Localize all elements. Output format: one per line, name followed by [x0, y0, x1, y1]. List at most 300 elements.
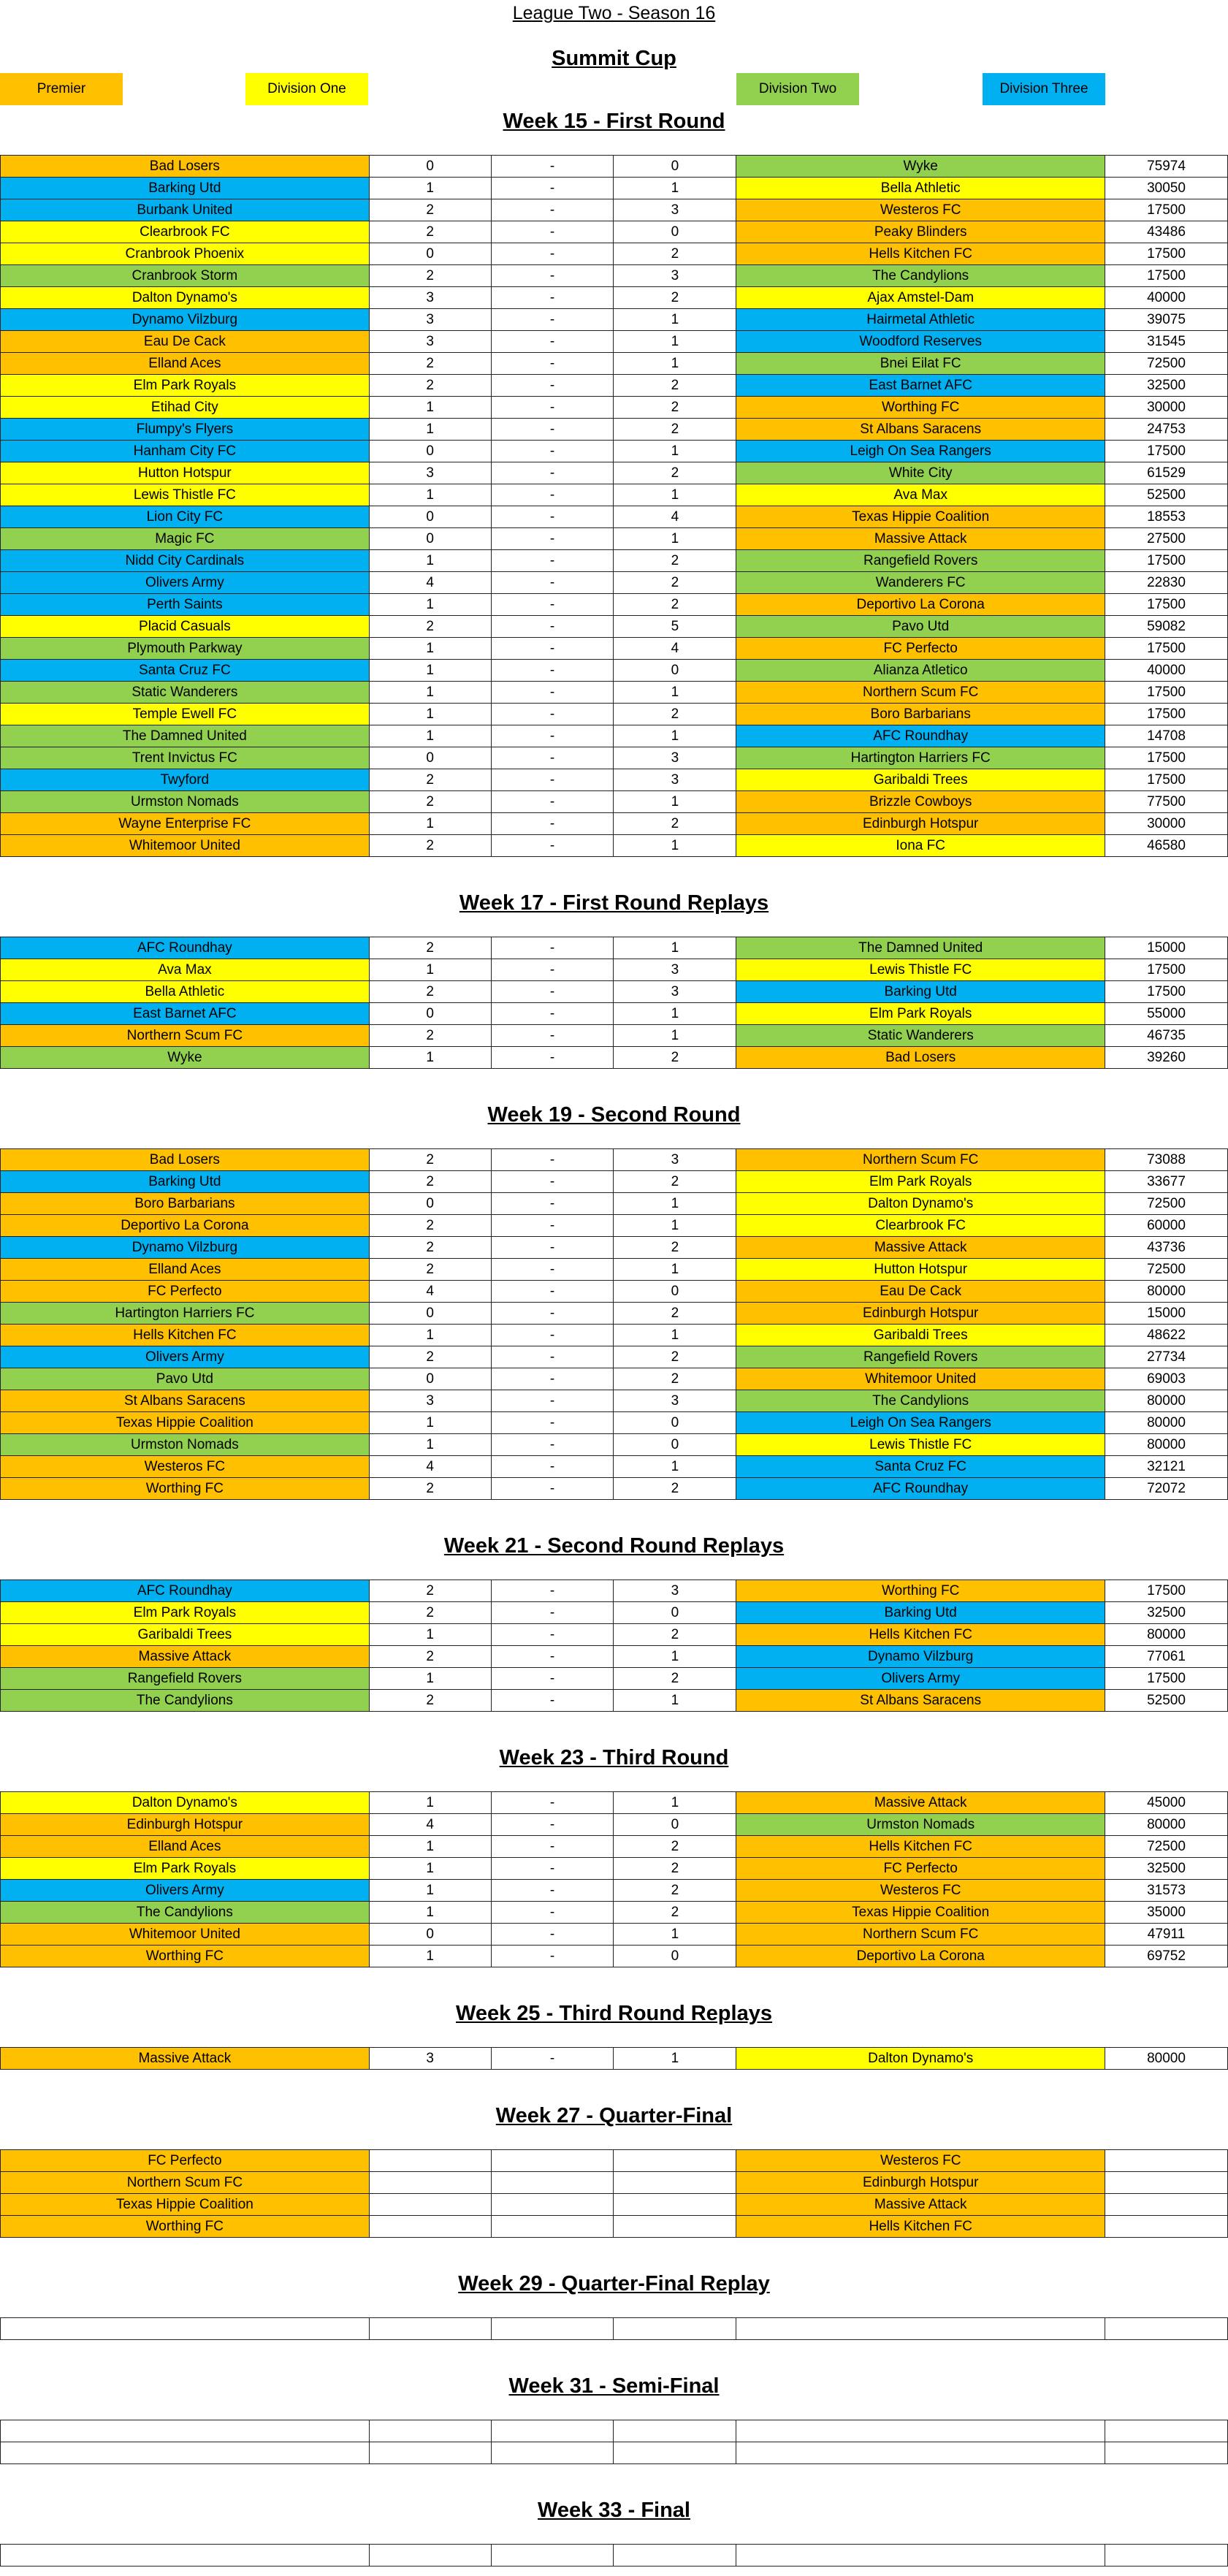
away-score-cell: 3	[614, 959, 736, 981]
home-score-cell: 2	[369, 1237, 491, 1259]
attendance-cell: 15000	[1105, 937, 1228, 959]
score-separator-cell: -	[491, 1025, 614, 1047]
away-score-cell: 1	[614, 835, 736, 857]
away-score-cell: 2	[614, 375, 736, 397]
attendance-cell: 43486	[1105, 221, 1228, 243]
fixtures-table	[0, 1791, 1228, 1967]
attendance-cell: 27734	[1105, 1346, 1228, 1368]
fixture-row	[1, 199, 1228, 221]
attendance-cell: 27500	[1105, 528, 1228, 550]
fixture-row	[1, 616, 1228, 638]
home-score-cell: 0	[369, 1003, 491, 1025]
fixtures-table	[0, 1579, 1228, 1712]
home-score-cell: 3	[369, 309, 491, 331]
home-team-cell	[1, 2442, 370, 2464]
fixture-row	[1, 1880, 1228, 1902]
home-score-cell	[369, 2172, 491, 2194]
fixture-row	[1, 1047, 1228, 1069]
away-team-cell: The Damned United	[736, 937, 1105, 959]
away-team-cell: Whitemoor United	[736, 1368, 1105, 1390]
score-separator-cell: -	[491, 1149, 614, 1171]
fixture-row	[1, 265, 1228, 287]
home-score-cell: 1	[369, 813, 491, 835]
fixture-row	[1, 747, 1228, 769]
home-team-cell: Santa Cruz FC	[1, 660, 370, 682]
away-score-cell: 1	[614, 178, 736, 199]
away-score-cell: 1	[614, 484, 736, 506]
away-team-cell: AFC Roundhay	[736, 725, 1105, 747]
home-team-cell: Flumpy's Flyers	[1, 419, 370, 441]
home-score-cell: 1	[369, 594, 491, 616]
score-separator-cell: -	[491, 638, 614, 660]
fixtures-table	[0, 2544, 1228, 2567]
attendance-cell: 17500	[1105, 265, 1228, 287]
home-team-cell: Urmston Nomads	[1, 1434, 370, 1456]
score-separator-cell: -	[491, 1434, 614, 1456]
away-team-cell: Deportivo La Corona	[736, 594, 1105, 616]
away-team-cell: St Albans Saracens	[736, 419, 1105, 441]
home-team-cell: Dalton Dynamo's	[1, 287, 370, 309]
home-score-cell: 4	[369, 1814, 491, 1836]
score-separator-cell: -	[491, 331, 614, 353]
home-score-cell: 1	[369, 484, 491, 506]
away-team-cell: Urmston Nomads	[736, 1814, 1105, 1836]
attendance-cell: 40000	[1105, 287, 1228, 309]
score-separator-cell: -	[491, 769, 614, 791]
away-score-cell: 2	[614, 572, 736, 594]
home-team-cell: Whitemoor United	[1, 835, 370, 857]
legend-division-one: Division One	[245, 73, 368, 105]
fixture-row	[1, 506, 1228, 528]
away-score-cell: 2	[614, 287, 736, 309]
fixture-row	[1, 2442, 1228, 2464]
home-score-cell: 1	[369, 1047, 491, 1069]
home-score-cell: 1	[369, 725, 491, 747]
away-score-cell: 1	[614, 725, 736, 747]
home-score-cell: 1	[369, 1858, 491, 1880]
attendance-cell	[1105, 2545, 1228, 2567]
away-score-cell: 3	[614, 769, 736, 791]
home-score-cell	[369, 2420, 491, 2442]
score-separator-cell: -	[491, 937, 614, 959]
score-separator-cell: -	[491, 156, 614, 178]
fixture-row	[1, 1025, 1228, 1047]
fixture-row	[1, 2048, 1228, 2070]
fixture-row	[1, 2172, 1228, 2194]
away-score-cell: 2	[614, 813, 736, 835]
home-team-cell: Perth Saints	[1, 594, 370, 616]
away-score-cell	[614, 2216, 736, 2238]
home-team-cell: Placid Casuals	[1, 616, 370, 638]
score-separator-cell: -	[491, 1836, 614, 1858]
away-team-cell: Westeros FC	[736, 2150, 1105, 2172]
home-team-cell	[1, 2318, 370, 2340]
home-score-cell: 1	[369, 1325, 491, 1346]
score-separator-cell: -	[491, 981, 614, 1003]
fixture-row	[1, 221, 1228, 243]
home-team-cell: Twyford	[1, 769, 370, 791]
away-team-cell: Garibaldi Trees	[736, 769, 1105, 791]
away-score-cell: 3	[614, 1580, 736, 1602]
fixture-row	[1, 1149, 1228, 1171]
attendance-cell: 46735	[1105, 1025, 1228, 1047]
fixture-row	[1, 331, 1228, 353]
away-score-cell: 5	[614, 616, 736, 638]
fixture-row	[1, 1792, 1228, 1814]
home-score-cell: 1	[369, 1434, 491, 1456]
home-score-cell: 4	[369, 572, 491, 594]
attendance-cell: 77061	[1105, 1646, 1228, 1668]
cup-title: Summit Cup	[552, 47, 676, 70]
attendance-cell: 24753	[1105, 419, 1228, 441]
attendance-cell: 17500	[1105, 769, 1228, 791]
attendance-cell: 47911	[1105, 1924, 1228, 1946]
home-team-cell: Ava Max	[1, 959, 370, 981]
home-score-cell: 3	[369, 2048, 491, 2070]
away-score-cell: 1	[614, 1456, 736, 1478]
away-team-cell: Garibaldi Trees	[736, 1325, 1105, 1346]
home-team-cell: Hartington Harriers FC	[1, 1303, 370, 1325]
away-score-cell: 0	[614, 221, 736, 243]
attendance-cell: 72500	[1105, 353, 1228, 375]
away-team-cell: Olivers Army	[736, 1668, 1105, 1690]
home-team-cell: Olivers Army	[1, 1346, 370, 1368]
home-score-cell: 2	[369, 791, 491, 813]
away-team-cell: Dynamo Vilzburg	[736, 1646, 1105, 1668]
home-score-cell: 2	[369, 1025, 491, 1047]
away-team-cell: FC Perfecto	[736, 1858, 1105, 1880]
away-score-cell: 1	[614, 331, 736, 353]
attendance-cell: 80000	[1105, 1281, 1228, 1303]
score-separator-cell: -	[491, 1646, 614, 1668]
home-team-cell: Trent Invictus FC	[1, 747, 370, 769]
score-separator-cell: -	[491, 1047, 614, 1069]
attendance-cell: 30000	[1105, 813, 1228, 835]
score-separator-cell: -	[491, 2048, 614, 2070]
score-separator-cell: -	[491, 1580, 614, 1602]
home-team-cell: Lion City FC	[1, 506, 370, 528]
fixture-row	[1, 594, 1228, 616]
attendance-cell: 69752	[1105, 1946, 1228, 1967]
attendance-cell: 40000	[1105, 660, 1228, 682]
fixture-row	[1, 682, 1228, 704]
round-title: Week 21 - Second Round Replays	[443, 1534, 785, 1558]
fixture-row	[1, 2216, 1228, 2238]
away-team-cell: Rangefield Rovers	[736, 1346, 1105, 1368]
attendance-cell: 45000	[1105, 1792, 1228, 1814]
away-team-cell: Dalton Dynamo's	[736, 1193, 1105, 1215]
home-team-cell: St Albans Saracens	[1, 1390, 370, 1412]
score-separator-cell: -	[491, 813, 614, 835]
fixture-row	[1, 287, 1228, 309]
score-separator-cell	[491, 2420, 614, 2442]
home-team-cell: Garibaldi Trees	[1, 1624, 370, 1646]
fixture-row	[1, 2318, 1228, 2340]
home-team-cell: Deportivo La Corona	[1, 1215, 370, 1237]
score-separator-cell: -	[491, 397, 614, 419]
score-separator-cell: -	[491, 594, 614, 616]
away-score-cell: 2	[614, 1858, 736, 1880]
away-team-cell: Boro Barbarians	[736, 704, 1105, 725]
attendance-cell: 17500	[1105, 1668, 1228, 1690]
attendance-cell: 17500	[1105, 594, 1228, 616]
fixture-row	[1, 156, 1228, 178]
score-separator-cell: -	[491, 243, 614, 265]
fixture-row	[1, 1368, 1228, 1390]
fixture-row	[1, 2150, 1228, 2172]
fixture-row	[1, 1390, 1228, 1412]
away-team-cell: Peaky Blinders	[736, 221, 1105, 243]
home-score-cell: 1	[369, 638, 491, 660]
score-separator-cell: -	[491, 1478, 614, 1500]
fixture-row	[1, 1814, 1228, 1836]
score-separator-cell: -	[491, 178, 614, 199]
home-team-cell: Dalton Dynamo's	[1, 1792, 370, 1814]
away-score-cell: 1	[614, 1646, 736, 1668]
fixture-row	[1, 441, 1228, 462]
home-team-cell: Massive Attack	[1, 1646, 370, 1668]
away-score-cell	[614, 2172, 736, 2194]
score-separator-cell: -	[491, 1259, 614, 1281]
score-separator-cell: -	[491, 660, 614, 682]
home-score-cell: 2	[369, 221, 491, 243]
away-team-cell: Alianza Atletico	[736, 660, 1105, 682]
away-team-cell: Edinburgh Hotspur	[736, 813, 1105, 835]
away-team-cell: Bnei Eilat FC	[736, 353, 1105, 375]
away-score-cell: 1	[614, 682, 736, 704]
attendance-cell: 17500	[1105, 747, 1228, 769]
home-team-cell: Static Wanderers	[1, 682, 370, 704]
legend-premier: Premier	[0, 73, 123, 105]
away-team-cell: Bella Athletic	[736, 178, 1105, 199]
fixture-row	[1, 309, 1228, 331]
attendance-cell	[1105, 2150, 1228, 2172]
score-separator-cell: -	[491, 1368, 614, 1390]
away-score-cell: 2	[614, 1668, 736, 1690]
away-team-cell: Wanderers FC	[736, 572, 1105, 594]
attendance-cell: 69003	[1105, 1368, 1228, 1390]
away-score-cell: 2	[614, 1478, 736, 1500]
home-score-cell: 0	[369, 747, 491, 769]
home-score-cell: 2	[369, 353, 491, 375]
home-team-cell: Magic FC	[1, 528, 370, 550]
home-score-cell	[369, 2545, 491, 2567]
away-team-cell: Leigh On Sea Rangers	[736, 441, 1105, 462]
attendance-cell: 32121	[1105, 1456, 1228, 1478]
home-score-cell: 1	[369, 397, 491, 419]
fixture-row	[1, 572, 1228, 594]
away-team-cell: Leigh On Sea Rangers	[736, 1412, 1105, 1434]
fixture-row	[1, 725, 1228, 747]
away-score-cell: 1	[614, 353, 736, 375]
round-title: Week 29 - Quarter-Final Replay	[458, 2272, 770, 2295]
attendance-cell: 17500	[1105, 638, 1228, 660]
fixture-row	[1, 1624, 1228, 1646]
away-score-cell: 1	[614, 1690, 736, 1712]
score-separator-cell: -	[491, 1858, 614, 1880]
attendance-cell: 43736	[1105, 1237, 1228, 1259]
fixtures-table	[0, 2047, 1228, 2070]
fixture-row	[1, 353, 1228, 375]
home-score-cell: 0	[369, 528, 491, 550]
home-team-cell: Texas Hippie Coalition	[1, 1412, 370, 1434]
home-team-cell: Bella Athletic	[1, 981, 370, 1003]
score-separator-cell: -	[491, 528, 614, 550]
attendance-cell: 75974	[1105, 156, 1228, 178]
home-score-cell: 2	[369, 769, 491, 791]
fixture-row	[1, 1237, 1228, 1259]
away-team-cell: Massive Attack	[736, 1237, 1105, 1259]
home-team-cell: Edinburgh Hotspur	[1, 1814, 370, 1836]
away-score-cell: 2	[614, 704, 736, 725]
home-score-cell: 2	[369, 981, 491, 1003]
home-score-cell: 1	[369, 419, 491, 441]
home-score-cell: 3	[369, 287, 491, 309]
score-separator-cell: -	[491, 353, 614, 375]
fixture-row	[1, 638, 1228, 660]
score-separator-cell: -	[491, 221, 614, 243]
home-score-cell: 1	[369, 550, 491, 572]
score-separator-cell: -	[491, 1390, 614, 1412]
home-team-cell: Rangefield Rovers	[1, 1668, 370, 1690]
score-separator-cell	[491, 2318, 614, 2340]
attendance-cell: 72500	[1105, 1193, 1228, 1215]
away-score-cell: 0	[614, 1602, 736, 1624]
fixture-row	[1, 835, 1228, 857]
score-separator-cell: -	[491, 462, 614, 484]
attendance-cell: 59082	[1105, 616, 1228, 638]
away-score-cell: 0	[614, 1814, 736, 1836]
home-score-cell: 2	[369, 199, 491, 221]
away-team-cell: Hutton Hotspur	[736, 1259, 1105, 1281]
score-separator-cell	[491, 2150, 614, 2172]
fixture-row	[1, 397, 1228, 419]
score-separator-cell: -	[491, 1602, 614, 1624]
attendance-cell: 72500	[1105, 1259, 1228, 1281]
away-team-cell: Hells Kitchen FC	[736, 1836, 1105, 1858]
score-separator-cell: -	[491, 309, 614, 331]
attendance-cell: 80000	[1105, 2048, 1228, 2070]
score-separator-cell: -	[491, 1792, 614, 1814]
fixture-row	[1, 1412, 1228, 1434]
score-separator-cell: -	[491, 1325, 614, 1346]
attendance-cell: 32500	[1105, 1602, 1228, 1624]
away-score-cell: 2	[614, 1368, 736, 1390]
fixture-row	[1, 959, 1228, 981]
fixture-row	[1, 1281, 1228, 1303]
away-score-cell: 1	[614, 791, 736, 813]
home-team-cell: Wayne Enterprise FC	[1, 813, 370, 835]
home-score-cell: 2	[369, 937, 491, 959]
attendance-cell	[1105, 2216, 1228, 2238]
away-team-cell: St Albans Saracens	[736, 1690, 1105, 1712]
away-team-cell: Eau De Cack	[736, 1281, 1105, 1303]
away-score-cell: 3	[614, 265, 736, 287]
home-score-cell: 2	[369, 1690, 491, 1712]
away-team-cell: Northern Scum FC	[736, 1924, 1105, 1946]
home-team-cell: Worthing FC	[1, 2216, 370, 2238]
fixture-row	[1, 1434, 1228, 1456]
away-score-cell: 1	[614, 1259, 736, 1281]
away-score-cell: 1	[614, 1325, 736, 1346]
away-score-cell	[614, 2194, 736, 2216]
home-score-cell: 2	[369, 1259, 491, 1281]
away-score-cell: 2	[614, 1624, 736, 1646]
home-team-cell: Urmston Nomads	[1, 791, 370, 813]
attendance-cell: 17500	[1105, 981, 1228, 1003]
home-score-cell: 2	[369, 265, 491, 287]
home-team-cell: Wyke	[1, 1047, 370, 1069]
fixture-row	[1, 2545, 1228, 2567]
home-team-cell: Cranbrook Phoenix	[1, 243, 370, 265]
away-team-cell	[736, 2420, 1105, 2442]
away-score-cell: 0	[614, 660, 736, 682]
away-score-cell: 2	[614, 243, 736, 265]
home-team-cell: Cranbrook Storm	[1, 265, 370, 287]
home-team-cell: Elm Park Royals	[1, 1602, 370, 1624]
score-separator-cell: -	[491, 791, 614, 813]
home-score-cell: 2	[369, 1602, 491, 1624]
away-team-cell: Northern Scum FC	[736, 1149, 1105, 1171]
fixture-row	[1, 1259, 1228, 1281]
attendance-cell: 73088	[1105, 1149, 1228, 1171]
home-score-cell: 1	[369, 178, 491, 199]
fixture-row	[1, 1325, 1228, 1346]
home-team-cell: Dynamo Vilzburg	[1, 1237, 370, 1259]
home-team-cell: Elland Aces	[1, 1836, 370, 1858]
away-score-cell	[614, 2150, 736, 2172]
score-separator-cell	[491, 2545, 614, 2567]
away-team-cell: Worthing FC	[736, 1580, 1105, 1602]
fixtures-table	[0, 2317, 1228, 2340]
away-team-cell	[736, 2442, 1105, 2464]
round-title: Week 15 - First Round	[503, 110, 725, 133]
home-score-cell: 1	[369, 1880, 491, 1902]
attendance-cell: 39075	[1105, 309, 1228, 331]
home-score-cell: 2	[369, 375, 491, 397]
away-team-cell: FC Perfecto	[736, 638, 1105, 660]
away-team-cell: Edinburgh Hotspur	[736, 2172, 1105, 2194]
away-score-cell: 3	[614, 981, 736, 1003]
attendance-cell: 61529	[1105, 462, 1228, 484]
away-score-cell: 1	[614, 309, 736, 331]
home-team-cell: Bad Losers	[1, 1149, 370, 1171]
home-team-cell: FC Perfecto	[1, 1281, 370, 1303]
home-team-cell: Texas Hippie Coalition	[1, 2194, 370, 2216]
score-separator-cell: -	[491, 1924, 614, 1946]
fixture-row	[1, 1303, 1228, 1325]
away-team-cell: Clearbrook FC	[736, 1215, 1105, 1237]
score-separator-cell: -	[491, 1237, 614, 1259]
home-team-cell: East Barnet AFC	[1, 1003, 370, 1025]
home-score-cell: 1	[369, 1946, 491, 1967]
home-team-cell: Olivers Army	[1, 572, 370, 594]
away-score-cell: 1	[614, 1025, 736, 1047]
home-score-cell: 2	[369, 1215, 491, 1237]
score-separator-cell: -	[491, 572, 614, 594]
away-team-cell: Massive Attack	[736, 1792, 1105, 1814]
round-title: Week 19 - Second Round	[487, 1103, 741, 1127]
home-team-cell: Hanham City FC	[1, 441, 370, 462]
away-score-cell	[614, 2318, 736, 2340]
fixture-row	[1, 1646, 1228, 1668]
attendance-cell: 80000	[1105, 1390, 1228, 1412]
attendance-cell: 46580	[1105, 835, 1228, 857]
home-score-cell: 3	[369, 1390, 491, 1412]
home-team-cell: AFC Roundhay	[1, 1580, 370, 1602]
attendance-cell: 17500	[1105, 243, 1228, 265]
fixture-row	[1, 550, 1228, 572]
